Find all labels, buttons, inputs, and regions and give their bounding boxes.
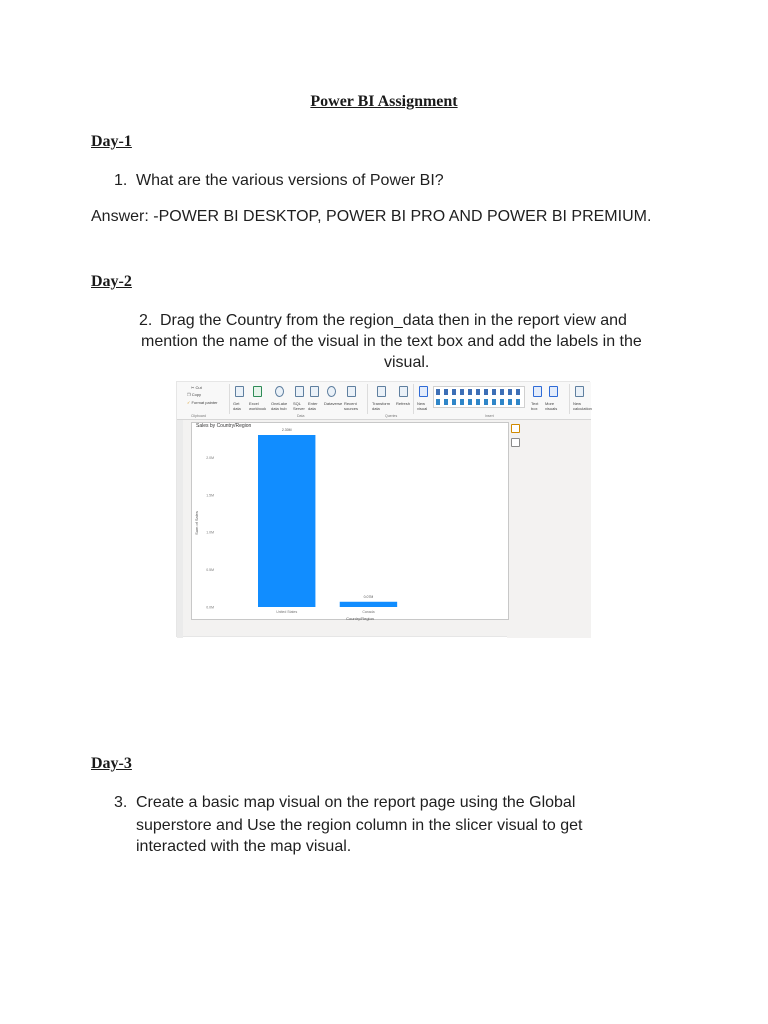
cut-label: Cut	[195, 385, 202, 390]
refresh-icon[interactable]	[399, 386, 408, 397]
document-title: Power BI Assignment	[310, 93, 458, 110]
left-strip	[177, 420, 183, 638]
refresh-label: Refresh	[396, 401, 411, 406]
visual-gallery-row	[436, 389, 522, 395]
question-2-line1: Drag the Country from the region_data then in the report view and	[160, 312, 627, 329]
bar[interactable]	[258, 435, 315, 607]
enter-data-label: Enter data	[308, 401, 318, 411]
brush-icon: ✓	[187, 400, 191, 405]
visual-gallery[interactable]	[433, 386, 525, 408]
day1-heading: Day-1	[91, 133, 132, 150]
data-group-label: Data	[297, 414, 305, 418]
question-2-number: 2.	[139, 312, 153, 329]
dataverse-icon[interactable]	[327, 386, 336, 397]
sql-server-label: SQL Server	[293, 401, 305, 411]
question-3-line2: superstore and Use the region column in the slicer visual to get	[136, 817, 583, 834]
onelake-label: OneLake data hub	[271, 401, 288, 411]
chart-title: Sales by Country/Region	[196, 423, 252, 429]
question-3-number: 3.	[114, 794, 128, 811]
dataverse-label: Dataverse	[324, 401, 343, 406]
bar-chart[interactable]	[192, 423, 510, 621]
transform-data-label: Transform data	[372, 401, 391, 411]
question-2-line2: mention the name of the visual in the text box and add the labels in the	[141, 333, 642, 350]
x-axis-label: Country/Region	[346, 616, 374, 621]
day2-heading: Day-2	[91, 273, 132, 290]
y-tick-label: 1.5M	[206, 493, 214, 498]
get-data-icon[interactable]	[235, 386, 244, 397]
cut-button[interactable]: ✂ Cut	[191, 385, 202, 390]
ribbon-separator	[367, 384, 368, 414]
copy-label: Copy	[191, 392, 202, 397]
question-2-line3: visual.	[384, 354, 430, 371]
chart-marks	[206, 428, 397, 614]
recent-sources-icon[interactable]	[347, 386, 356, 397]
y-tick-label: 0.5M	[206, 568, 214, 573]
powerbi-screenshot	[176, 381, 590, 637]
new-calculation-label: New calculation	[573, 401, 592, 411]
sql-server-icon[interactable]	[295, 386, 304, 397]
text-box-icon[interactable]	[533, 386, 542, 397]
visual-gallery-row	[436, 399, 522, 405]
data-label: 2.30M	[281, 428, 292, 432]
y-tick-label: 2.0M	[206, 455, 214, 460]
onelake-icon[interactable]	[275, 386, 284, 397]
right-panel	[507, 420, 591, 638]
recent-sources-label: Recent sources	[344, 401, 359, 411]
text-box-label: Text box	[531, 401, 539, 411]
day3-heading: Day-3	[91, 755, 132, 772]
question-1-number: 1.	[114, 172, 128, 189]
question-3-line3: interacted with the map visual.	[136, 838, 352, 855]
y-axis-label: Sum of Sales	[194, 511, 199, 535]
clipboard-group-label: Clipboard	[191, 414, 206, 418]
excel-label: Excel workbook	[249, 401, 267, 411]
data-label: 0.07M	[363, 594, 374, 599]
new-visual-icon[interactable]	[419, 386, 428, 397]
more-visuals-icon[interactable]	[549, 386, 558, 397]
copy-icon: ❐	[187, 392, 191, 397]
get-data-label: Get data	[233, 401, 241, 411]
format-painter-button[interactable]	[187, 400, 218, 405]
ribbon-separator	[413, 384, 414, 414]
bookmark-icon[interactable]	[511, 424, 520, 433]
new-calculation-icon[interactable]	[575, 386, 584, 397]
ribbon-separator	[229, 384, 230, 414]
new-visual-label: New visual	[417, 401, 428, 411]
format-visual-icon[interactable]	[511, 438, 520, 447]
ribbon-separator	[569, 384, 570, 414]
copy-button[interactable]	[187, 392, 201, 397]
format-painter-label: Format painter	[191, 400, 218, 405]
transform-data-icon[interactable]	[377, 386, 386, 397]
ribbon	[177, 382, 591, 420]
y-tick-label: 1.0M	[206, 530, 214, 535]
report-canvas[interactable]	[191, 422, 509, 620]
more-visuals-label: More visuals	[545, 401, 558, 411]
excel-icon[interactable]	[253, 386, 262, 397]
x-tick-label: Canada	[362, 610, 375, 614]
insert-group-label: Insert	[485, 414, 494, 418]
question-1-text: What are the various versions of Power BI?	[136, 172, 444, 189]
answer-1-text: Answer: -POWER BI DESKTOP, POWER BI PRO AND POWER BI PREMIUM.	[91, 208, 652, 225]
queries-group-label: Queries	[385, 414, 398, 418]
y-tick-label: 0.0M	[206, 605, 214, 610]
x-tick-label: United States	[276, 610, 298, 614]
bar[interactable]	[340, 602, 397, 607]
enter-data-icon[interactable]	[310, 386, 319, 397]
question-3-line1: Create a basic map visual on the report page using the Global	[136, 794, 576, 811]
